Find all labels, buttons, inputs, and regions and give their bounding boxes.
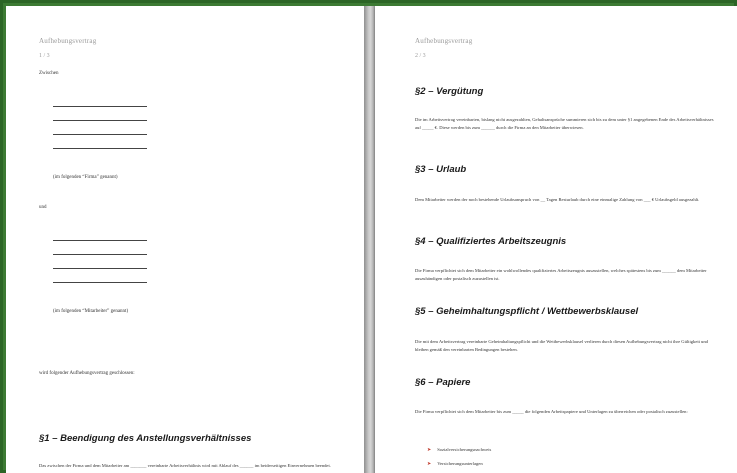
section-2-text: Die im Arbeitsvertrag vereinbarten, bislang nicht ausgezahlten, Gehaltsansprüche summieren sich bis zu dem unter §1 angegebenen Ende des Arbeitsverhältnisses auf _____ €. Diese werden bis zum ______ durch die Firma an den Mitarbeiter überwiesen. [415,117,714,130]
list-item: ➤ Sozialversicherungsnachweis [427,447,492,453]
blank-line [53,254,147,255]
bullet-arrow-icon: ➤ [427,462,432,467]
firma-note: (im folgenden “Firma” genannt) [53,175,118,180]
document-viewer[interactable] [6,6,737,473]
list-item: ➤ Versicherungsunterlagen [427,461,483,467]
zwischen-label: Zwischen [39,71,59,76]
und-label: und [39,205,47,210]
section-6-text: Die Firma verpflichtet sich dem Mitarbeiter bis zum _____ die folgenden Arbeitspapiere und Unterlagen zu überreichen oder postalisch zuzustellen: [415,409,688,414]
section-4-text: Die Firma verpflichtet sich dem Mitarbeiter ein wohlwollendes qualifiziertes Arbeitszeugnis auszustellen, welches spätestens bis zum ______ dem Mitarbeiter auszuhändigen oder postalisch zuzustellen ist. [415,268,707,281]
page-1 [6,6,364,473]
section-3-title: §3 – Urlaub [415,164,467,175]
page-header-title: Aufhebungsvertrag [415,37,473,45]
blank-line [53,268,147,269]
section-6-title: §6 – Papiere [415,377,471,388]
blank-line [53,134,147,135]
blank-line [53,106,147,107]
section-1-title: §1 – Beendigung des Anstellungsverhältnisses [39,433,252,444]
page-number: 2 / 3 [415,53,426,59]
page-header-title: Aufhebungsvertrag [39,37,97,45]
section-4-title: §4 – Qualifiziertes Arbeitszeugnis [415,236,567,247]
blank-line [53,240,147,241]
blank-line [53,120,147,121]
section-1-text: Das zwischen der Firma und dem Mitarbeiter am _______ vereinbarte Arbeitsverhältnis wird mit Ablauf des ______ im beiderseitigen Einvernehmen beendet. [39,463,331,468]
blank-line [53,148,147,149]
section-3-text: Dem Mitarbeiter werden der noch bestehende Urlaubsanspruch von __ Tagen Resturlaub durch eine einmalige Zahlung von ___ € Urlaubsgeld ausgezahlt. [415,197,700,202]
intro-text: wird folgender Aufhebungsvertrag geschlossen: [39,371,135,376]
page-2 [375,6,737,473]
blank-line [53,282,147,283]
section-5-title: §5 – Geheimhaltungspflicht / Wettbewerbsklausel [415,306,639,317]
bullet-arrow-icon: ➤ [427,448,432,453]
page-number: 1 / 3 [39,53,50,59]
section-5-text: Die mit dem Arbeitsvertrag vereinbarte Geheimhaltungspflicht und die Wettbewerbsklausel verlieren durch diesen Aufhebungsvertrag nicht ihre Gültigkeit und bleiben gemäß den vereinbarten Bedingungen bestehen. [415,339,708,352]
page-gutter [364,6,375,473]
mitarbeiter-note: (im folgenden “Mitarbeiter” genannt) [53,309,129,314]
section-2-title: §2 – Vergütung [415,86,484,97]
